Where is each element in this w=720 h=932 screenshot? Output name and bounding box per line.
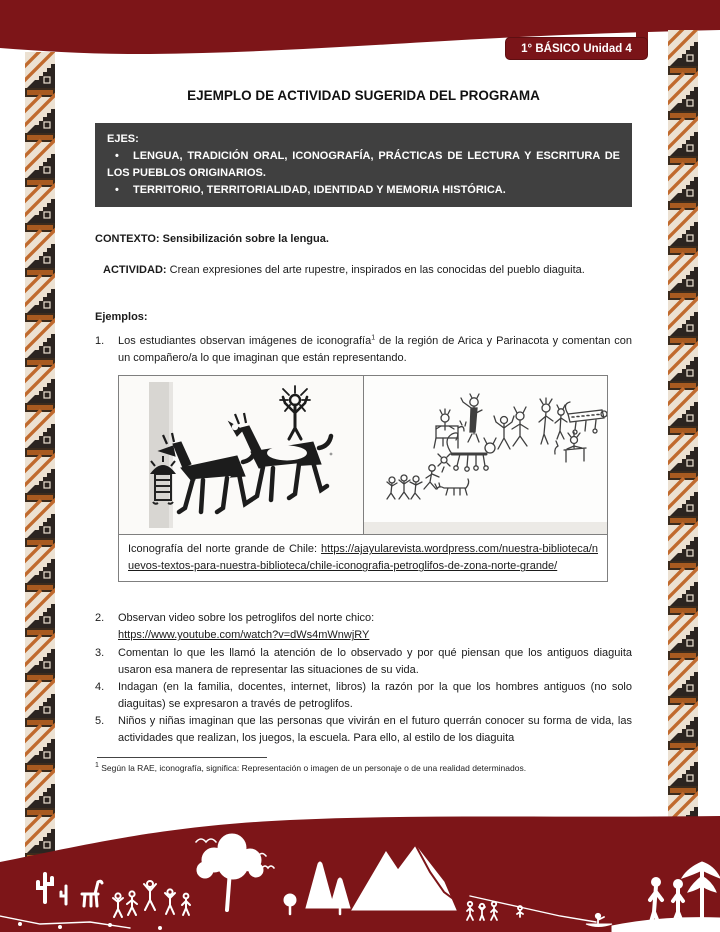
ejes-item-2 (107, 182, 620, 199)
list-item-1 (95, 333, 632, 367)
ejes-item-1 (107, 148, 620, 182)
contexto-label: CONTEXTO: (95, 233, 160, 246)
petroglyph-image-right (364, 376, 608, 534)
petroglyph-camelids-icon (119, 376, 363, 534)
ejes-item-2-text: TERRITORIO, TERRITORIALIDAD, IDENTIDAD Y MEMORIA HISTÓRICA. (133, 184, 506, 197)
list-item-5 (95, 713, 632, 747)
item5-text: Niños y niñas imaginan que las personas que vivirán en el futuro querrán conocer su forma de vida, las actividades que realizan, los juegos, la escuela. Para ello, al estilo de los diaguita (118, 714, 632, 744)
ejes-box (95, 123, 632, 207)
list-item-3 (95, 645, 632, 679)
list-number: 5. (95, 714, 105, 727)
actividad-line (103, 262, 632, 279)
list-item-1-text (118, 333, 632, 367)
list-item-2 (95, 610, 632, 644)
list-number: 1. (95, 335, 105, 348)
list-item-2-text (118, 610, 632, 644)
item2-text: Observan video sobre los petroglifos del norte chico: (118, 612, 375, 625)
list-item-4 (95, 679, 632, 713)
bullet-icon: • (115, 149, 119, 162)
petroglyph-image-left (119, 376, 364, 534)
andean-border-right-icon (668, 30, 698, 840)
footnote-text (95, 761, 632, 775)
item1-text-a: Los estudiantes observan imágenes de iconografía (118, 335, 372, 348)
item3-text: Comentan lo que les llamó la atención de lo observado y por qué piensan que los antiguos diaguita usaron esa manera de representar las situaciones de su vida. (118, 646, 632, 676)
list-number: 3. (95, 646, 105, 659)
unit-badge: 1° BÁSICO Unidad 4 (505, 37, 648, 60)
steps-list (95, 610, 632, 746)
caption-link[interactable]: https://ajayularevista.wordpress.com/nuestra-biblioteca/nuevos-textos-para-nuestra-biblioteca/chile-iconografia-petroglifos-de-zona-norte-grande/ (128, 543, 598, 573)
footnote-ref: 1 (371, 334, 376, 342)
andean-border-left-icon (25, 52, 55, 862)
contexto-line (95, 231, 632, 248)
item4-text: Indagan (en la familia, docentes, internet, libros) la razón por la que los hombres antiguos (no solo diaguitas) se expresaron a través de petroglifos. (118, 680, 632, 710)
footnote-body: Según la RAE, iconografía, significa: Representación o imagen de un personaje o de una realidad determinados. (98, 762, 527, 773)
content-area (95, 86, 632, 775)
ejes-item-1-text: LENGUA, TRADICIÓN ORAL, ICONOGRAFÍA, PRÁCTICAS DE LECTURA Y ESCRITURA DE LOS PUEBLOS ORIGINARIOS. (107, 149, 620, 180)
footer-landscape-icon (0, 812, 720, 932)
footnote-marker: 1 (95, 761, 99, 769)
list-number: 4. (95, 680, 105, 693)
caption-text: Iconografía del norte grande de Chile: (128, 543, 322, 556)
page-title: EJEMPLO DE ACTIVIDAD SUGERIDA DEL PROGRAMA (187, 88, 540, 103)
petroglyph-figures-icon (364, 376, 608, 534)
list-number: 2. (95, 612, 105, 625)
actividad-label: ACTIVIDAD: (103, 264, 167, 277)
bullet-icon: • (115, 184, 119, 197)
item1-text-b: de la región de Arica y Parinacota y comentan con un compañero/a lo que imaginan que están representando. (118, 335, 632, 365)
footnote (95, 757, 632, 775)
ejemplos-heading: Ejemplos: (95, 311, 148, 324)
actividad-text: Crean expresiones del arte rupestre, inspirados en las conocidas del pueblo diaguita. (166, 264, 585, 277)
figure-images-row (119, 376, 607, 534)
contexto-text: Sensibilización sobre la lengua. (159, 233, 329, 246)
footnote-divider (97, 757, 267, 758)
youtube-link[interactable]: https://www.youtube.com/watch?v=dWs4mWnwjRY (118, 629, 370, 642)
figure-caption (119, 534, 607, 581)
petroglyph-figure-table (118, 375, 608, 582)
ejes-heading: EJES: (107, 132, 139, 145)
